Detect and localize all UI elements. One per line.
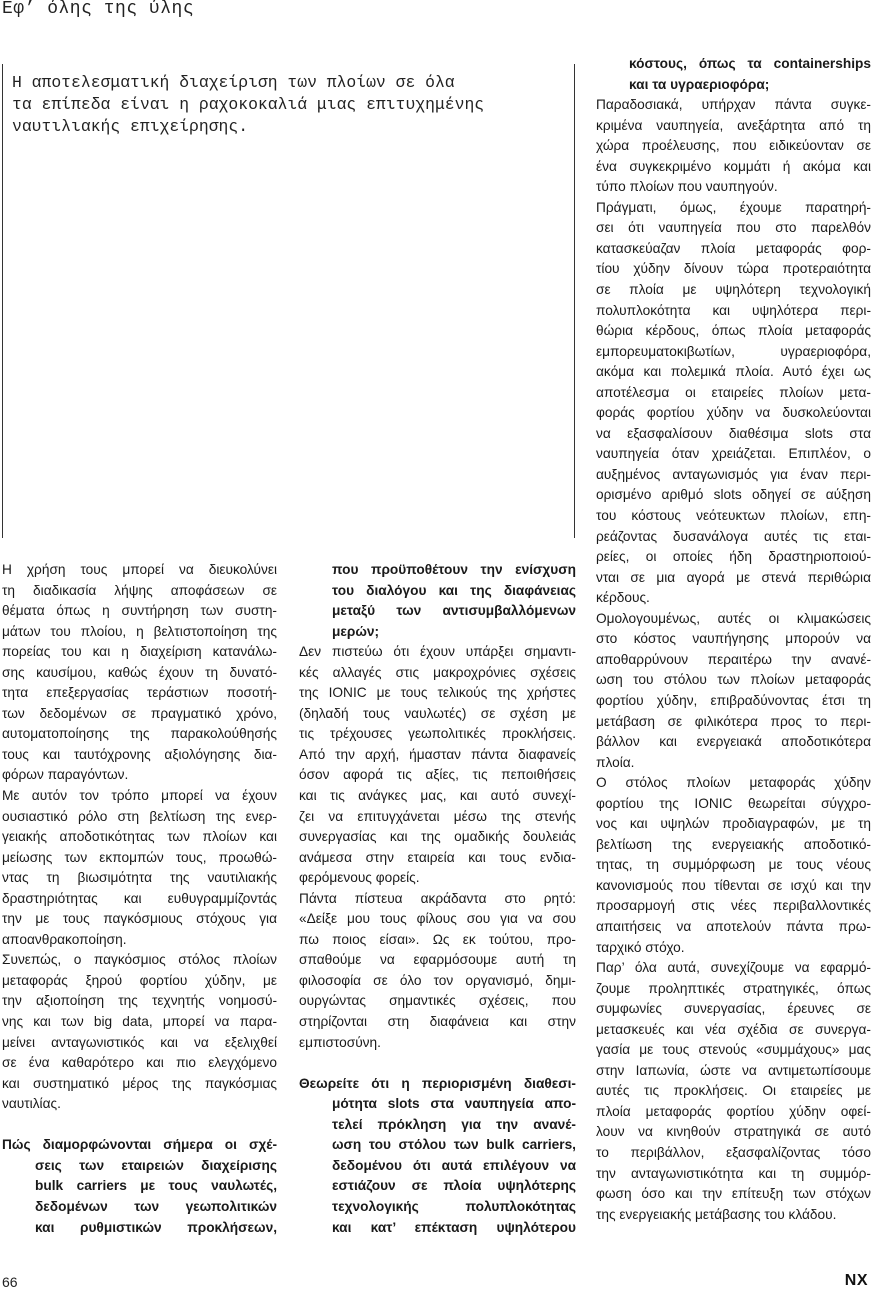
body-text-line: συνεργασίας και της ομαδικής δουλειάς (299, 829, 576, 845)
body-text-line: Παραδοσιακά, υπήρχαν πάντα συγκε- (596, 97, 871, 113)
body-text-line: Πράγματι, όμως, έχουμε παρατηρή- (596, 199, 871, 215)
body-text-line: κριμένα ναυπηγεία, ανεξάρτητα από τη (596, 117, 871, 133)
body-text-line: Παρ’ όλα αυτά, συνεχίζουμε να εφαρμό- (596, 960, 871, 976)
body-text-line: κανονισμούς που τίθενται σε ισχύ και την (596, 877, 871, 893)
body-text-line: συμφωνίες συνεργασίας, έρευνες σε (596, 1001, 871, 1017)
body-text-line: τις τρέχουσες γεωπολιτικές προκλήσεις. (299, 726, 576, 742)
body-text-line: πλοία μεταφοράς φορτίου χύδην οφεί- (596, 1103, 871, 1119)
body-text-line: φωση όσο και την επίτευξη των στόχων (596, 1186, 871, 1202)
body-text-line: κές αλλαγές στις μακροχρόνιες σχέσεις (299, 664, 576, 680)
body-text-line: Η χρήση τους μπορεί να διευκολύνει (2, 562, 277, 577)
interview-question-line: του διαλόγου και της διαφάνειας (332, 582, 576, 598)
body-text-line: να εξασφαλίσουν διαθέσιμα slots στα (596, 425, 871, 441)
body-text-line: πω ποιος είσαι». Ως εκ τούτου, προ- (299, 931, 576, 947)
paragraph-gap (299, 1053, 576, 1074)
interview-question-line: Πώς διαμορφώνονται σήμερα οι σχέ- (2, 1137, 277, 1153)
body-text-line: μετασκευές και νέα σχέδια σε συνεργα- (596, 1021, 871, 1037)
body-text-line: μείνει ανταγωνιστικός και να εξελιχθεί (2, 1034, 277, 1050)
body-text-line: της ενεργειακής μετάβασης του κλάδου. (596, 1206, 837, 1222)
body-text-line: και συστηματικό μέρος της παγκόσμιας (2, 1075, 277, 1091)
body-text-line: Με αυτόν τον τρόπο μπορεί να έχουν (2, 788, 277, 804)
body-text-line: μείωσης των εκπομπών τους, προωθώ- (2, 849, 277, 865)
body-text-line: γασία με τους στενούς «συμμάχους» μας (596, 1042, 871, 1058)
body-text-line: και τις ανάγκες μας, και αυτό συνεχί- (299, 788, 576, 804)
body-text-line: ένα συγκεκριμένο κομμάτι ή ακόμα και (596, 158, 871, 174)
body-text-line: σε ένα καθαρότερο και πιο ελεγχόμενο (2, 1055, 277, 1071)
body-text-line: ακόμα και πολεμικά πλοία. Αυτό έχει ως (596, 364, 871, 380)
interview-question-line: σεις των εταιρειών διαχείρισης (35, 1157, 277, 1173)
paragraph-gap (2, 1115, 277, 1136)
interview-question-line: και ρυθμιστικών προκλήσεων, (35, 1219, 277, 1235)
body-text-line: ζει να επιτυγχάνεται μέσω της στενής (299, 808, 576, 824)
interview-question-line: δεδομένου ότι αυτά επιλέγουν να (332, 1157, 576, 1173)
body-text-line: την ανταγωνιστικότητα και τη συμμόρ- (596, 1165, 871, 1181)
body-text-line: λουν να κινηθούν στρατηγικά σε αυτό (596, 1124, 871, 1140)
interview-question-line: που προϋποθέτουν την ενίσχυση (332, 562, 576, 577)
running-title: Εφ’ όλης της ύλης (2, 0, 195, 19)
body-text-line: την αξιοποίηση της τεχνητής νοημοσύ- (2, 993, 277, 1009)
body-text-line: Συνεπώς, ο παγκόσμιος στόλος πλοίων (2, 952, 277, 968)
interview-question-line: bulk carriers με τους ναυλωτές, (35, 1178, 277, 1194)
body-text-line: αποτέλεσμα οι εταιρείες πλοίων μετα- (596, 384, 871, 400)
body-text-line: θέματα όπως η συντήρηση των συστη- (2, 603, 277, 619)
body-text-line: φόρων παραγόντων. (2, 767, 129, 783)
body-text-line: πλοία. (596, 754, 635, 770)
body-text-line: δραστηριότητας και ευθυγραμμίζοντάς (2, 890, 277, 906)
body-text-line: των δεδομένων σε πραγματικό χρόνο, (2, 705, 277, 721)
text-column-middle (299, 560, 576, 1238)
body-text-line: νης και των big data, μπορεί να παρα- (2, 1014, 277, 1030)
body-text-line: γειακής αποδοτικότητας των πλοίων και (2, 829, 277, 845)
interview-question-line: μεταξύ των αντισυμβαλλόμενων (332, 603, 576, 619)
body-text-line: φιλοσοφία σε όλο τον οργανισμό, δημι- (299, 972, 576, 988)
body-text-line: στην Ιαπωνία, ώστε να αντιμετωπίσουμε (596, 1062, 871, 1078)
body-text-line: απoανθρακοποίηση. (2, 931, 127, 947)
body-text-line: της IONIC με τους τελικούς της χρήστες (299, 685, 576, 701)
body-text-line: μάτων του πλοίου, η βελτιστοποίηση της (2, 623, 277, 639)
body-text-line: Πάντα πίστευα ακράδαντα στο ρητό: (299, 890, 576, 906)
body-text-line: κέρδους. (596, 590, 650, 606)
body-text-line: βάλλον και ενεργειακά αποδοτικότερα (596, 734, 871, 750)
body-text-line: του κόστους νεότευκτων πλοίων, επη- (596, 508, 871, 524)
body-text-line: αυτές τις προκλήσεις. Οι εταιρείες με (596, 1083, 871, 1099)
body-text-line: την με τους παγκόσμιους στόχους για (2, 911, 277, 927)
body-text-line: μετάβαση σε φιλικότερα προς το περι- (596, 713, 871, 729)
body-text-line: αυξημένος ανταγωνισμός για έναν περι- (596, 466, 871, 482)
body-text-line: φοράς φορτίου χύδην να δυσκολεύονται (596, 405, 871, 421)
body-text-line: απαιτήσεις να αποτελούν πάντα πρω- (596, 918, 871, 934)
body-text-line: φορτίου της IONIC θεωρείται σύγχρο- (596, 795, 871, 811)
body-text-line: φερόμενους φορείς. (299, 870, 420, 886)
pull-quote (12, 72, 552, 138)
body-text-line: Ομολογουμένως, αυτές οι κλιμακώσεις (596, 610, 871, 626)
body-text-line: ναυπηγεία όταν χρειάζεται. Επιπλέον, ο (596, 446, 871, 462)
text-column-left (2, 560, 277, 1238)
body-text-line: τη διαδικασία λήψης αποφάσεων σε (2, 582, 277, 598)
body-text-line: βελτίωση της ενεργειακής αποδοτικό- (596, 836, 871, 852)
body-text-line: εμπορευματοκιβωτίων, υγραεριοφόρα, (596, 343, 871, 359)
body-text-line: το περιβάλλον, εξασφαλίζοντας τόσο (596, 1144, 871, 1160)
interview-question-line: μερών; (332, 623, 380, 639)
body-text-line: σης καυσίμου, καθώς έχουν τη δυνατό- (2, 664, 277, 680)
body-text-line: σπαθούμε να εφαρμόσουμε αυτή τη (299, 952, 576, 968)
interview-question-line: δεδομένων των γεωπολιτικών (35, 1198, 277, 1214)
interview-question-line: τεχνολογικής πολυπλοκότητας (332, 1198, 576, 1214)
interview-question-line: ωση του στόλου των bulk carriers, (332, 1137, 576, 1153)
body-text-line: νται σε μια αγορά με στενά περιθώρια (596, 569, 871, 585)
pull-quote-line: τα επίπεδα είναι η ραχοκοκαλιά μιας επιτυχημένης (12, 95, 485, 114)
body-text-line: ουργώντας σημαντικές σχέσεις, που (299, 993, 576, 1009)
body-text-line: πορείας του και η διαχείριση κατανάλω- (2, 644, 277, 660)
body-text-line: στο κόστος ναυπήγησης μπορούν να (596, 631, 871, 647)
body-text-line: ζουμε προληπτικές στρατηγικές, όπως (596, 980, 871, 996)
body-text-line: τητας, τη συμμόρφωση με τους νέους (596, 857, 871, 873)
body-text-line: «Δείξε μου τους φίλους σου για να σου (299, 911, 576, 927)
body-text-line: πολυπλοκότητα και υψηλότερα περι- (596, 302, 871, 318)
body-text-line: ταρχικό στόχο. (596, 939, 685, 955)
body-text-line: τους και ταυτόχρονης αξιολόγησης δια- (2, 746, 277, 762)
body-text-line: ουσιαστικό ρόλο στη βελτίωση της ενερ- (2, 808, 277, 824)
body-text-line: νος και υψηλών προδιαγραφών, με τη (596, 816, 871, 832)
body-text-line: τύπο πλοίων που ναυπηγούν. (596, 179, 778, 195)
body-text-line: Δεν πιστεύω ότι έχουν υπάρξει σημαντι- (299, 644, 576, 660)
interview-question-line: εστιάζουν σε πλοία υψηλότερης (332, 1178, 576, 1194)
body-text-line: θώρια κέρδους, όπως πλοία μεταφοράς (596, 323, 871, 339)
pull-quote-line: Η αποτελεσματική διαχείριση των πλοίων σε όλα (12, 73, 455, 92)
body-text-line: Ο στόλος πλοίων μεταφοράς χύδην (596, 775, 871, 791)
body-text-line: εμπιστοσύνη. (299, 1034, 381, 1050)
interview-question-line: Θεωρείτε ότι η περιορισμένη διαθεσι- (299, 1075, 576, 1091)
text-column-right (596, 54, 871, 1225)
interview-question-line: και κατ’ επέκταση υψηλότερου (332, 1219, 576, 1235)
body-text-line: τίου χύδην δίνουν τώρα προτεραιότητα (596, 261, 871, 277)
body-text-line: ανάμεσα στην εταιρεία και τους ενδια- (299, 849, 576, 865)
body-text-line: φορτίου χύδην, επιβραδύνοντας έτσι τη (596, 692, 871, 708)
body-text-line: ντας τη βιωσιμότητα της ναυτιλιακής (2, 870, 277, 886)
body-text-line: κατασκεύαζαν πλοία μεταφοράς φορ- (596, 240, 871, 256)
interview-question-line: κόστους, όπως τα containerships (629, 56, 871, 71)
pull-quote-line: ναυτιλιακής επιχείρησης. (12, 117, 249, 136)
body-text-line: ρείες, οι οποίες ήδη δραστηριοποιού- (596, 549, 871, 565)
body-text-line: ναυτιλίας. (2, 1096, 61, 1112)
body-text-line: μεταφοράς ξηρού φορτίου χύδην, με (2, 972, 277, 988)
magazine-logo: NX (844, 1272, 868, 1289)
interview-question-line: μότητα slots στα ναυπηγεία απο- (332, 1096, 576, 1112)
page-number: 66 (2, 1274, 18, 1290)
body-text-line: ωση του στόλου των πλοίων μεταφοράς (596, 672, 871, 688)
body-text-line: σει ότι ναυπηγεία που στο παρελθόν (596, 220, 871, 236)
interview-question-line: τελεί πρόκληση για την ανανέ- (332, 1116, 576, 1132)
body-text-line: αποθαρρύνουν περαιτέρω την ανανέ- (596, 651, 871, 667)
body-text-line: Από την αρχή, ήμασταν πάντα διαφανείς (299, 746, 576, 762)
body-text-line: ρεάζοντας δυσανάλογα αυτές τις εται- (596, 528, 871, 544)
interview-question-line: και τα υγραεριοφόρα; (629, 76, 770, 92)
body-text-line: (δηλαδή τους ναυλωτές) σε σχέση με (299, 705, 576, 721)
body-text-line: χώρα προέλευσης, που ειδικεύονταν σε (596, 138, 871, 154)
body-text-line: προσαρμογή στις νέες περιβαλλοντικές (596, 898, 871, 914)
body-text-line: στηρίζονται στη διαφάνεια και στην (299, 1014, 576, 1030)
body-text-line: αυτοματοποίησης της παρακολούθησής (2, 726, 277, 742)
body-text-line: ορισμένο αριθμό slots οδηγεί σε αύξηση (596, 487, 871, 503)
body-text-line: σε πλοία με υψηλότερη τεχνολογική (596, 282, 871, 298)
body-text-line: τητα επεξεργασίας τεράστιων ποσοτή- (2, 685, 277, 701)
body-text-line: όσον αφορά τις αξίες, τις πεποιθήσεις (299, 767, 576, 783)
